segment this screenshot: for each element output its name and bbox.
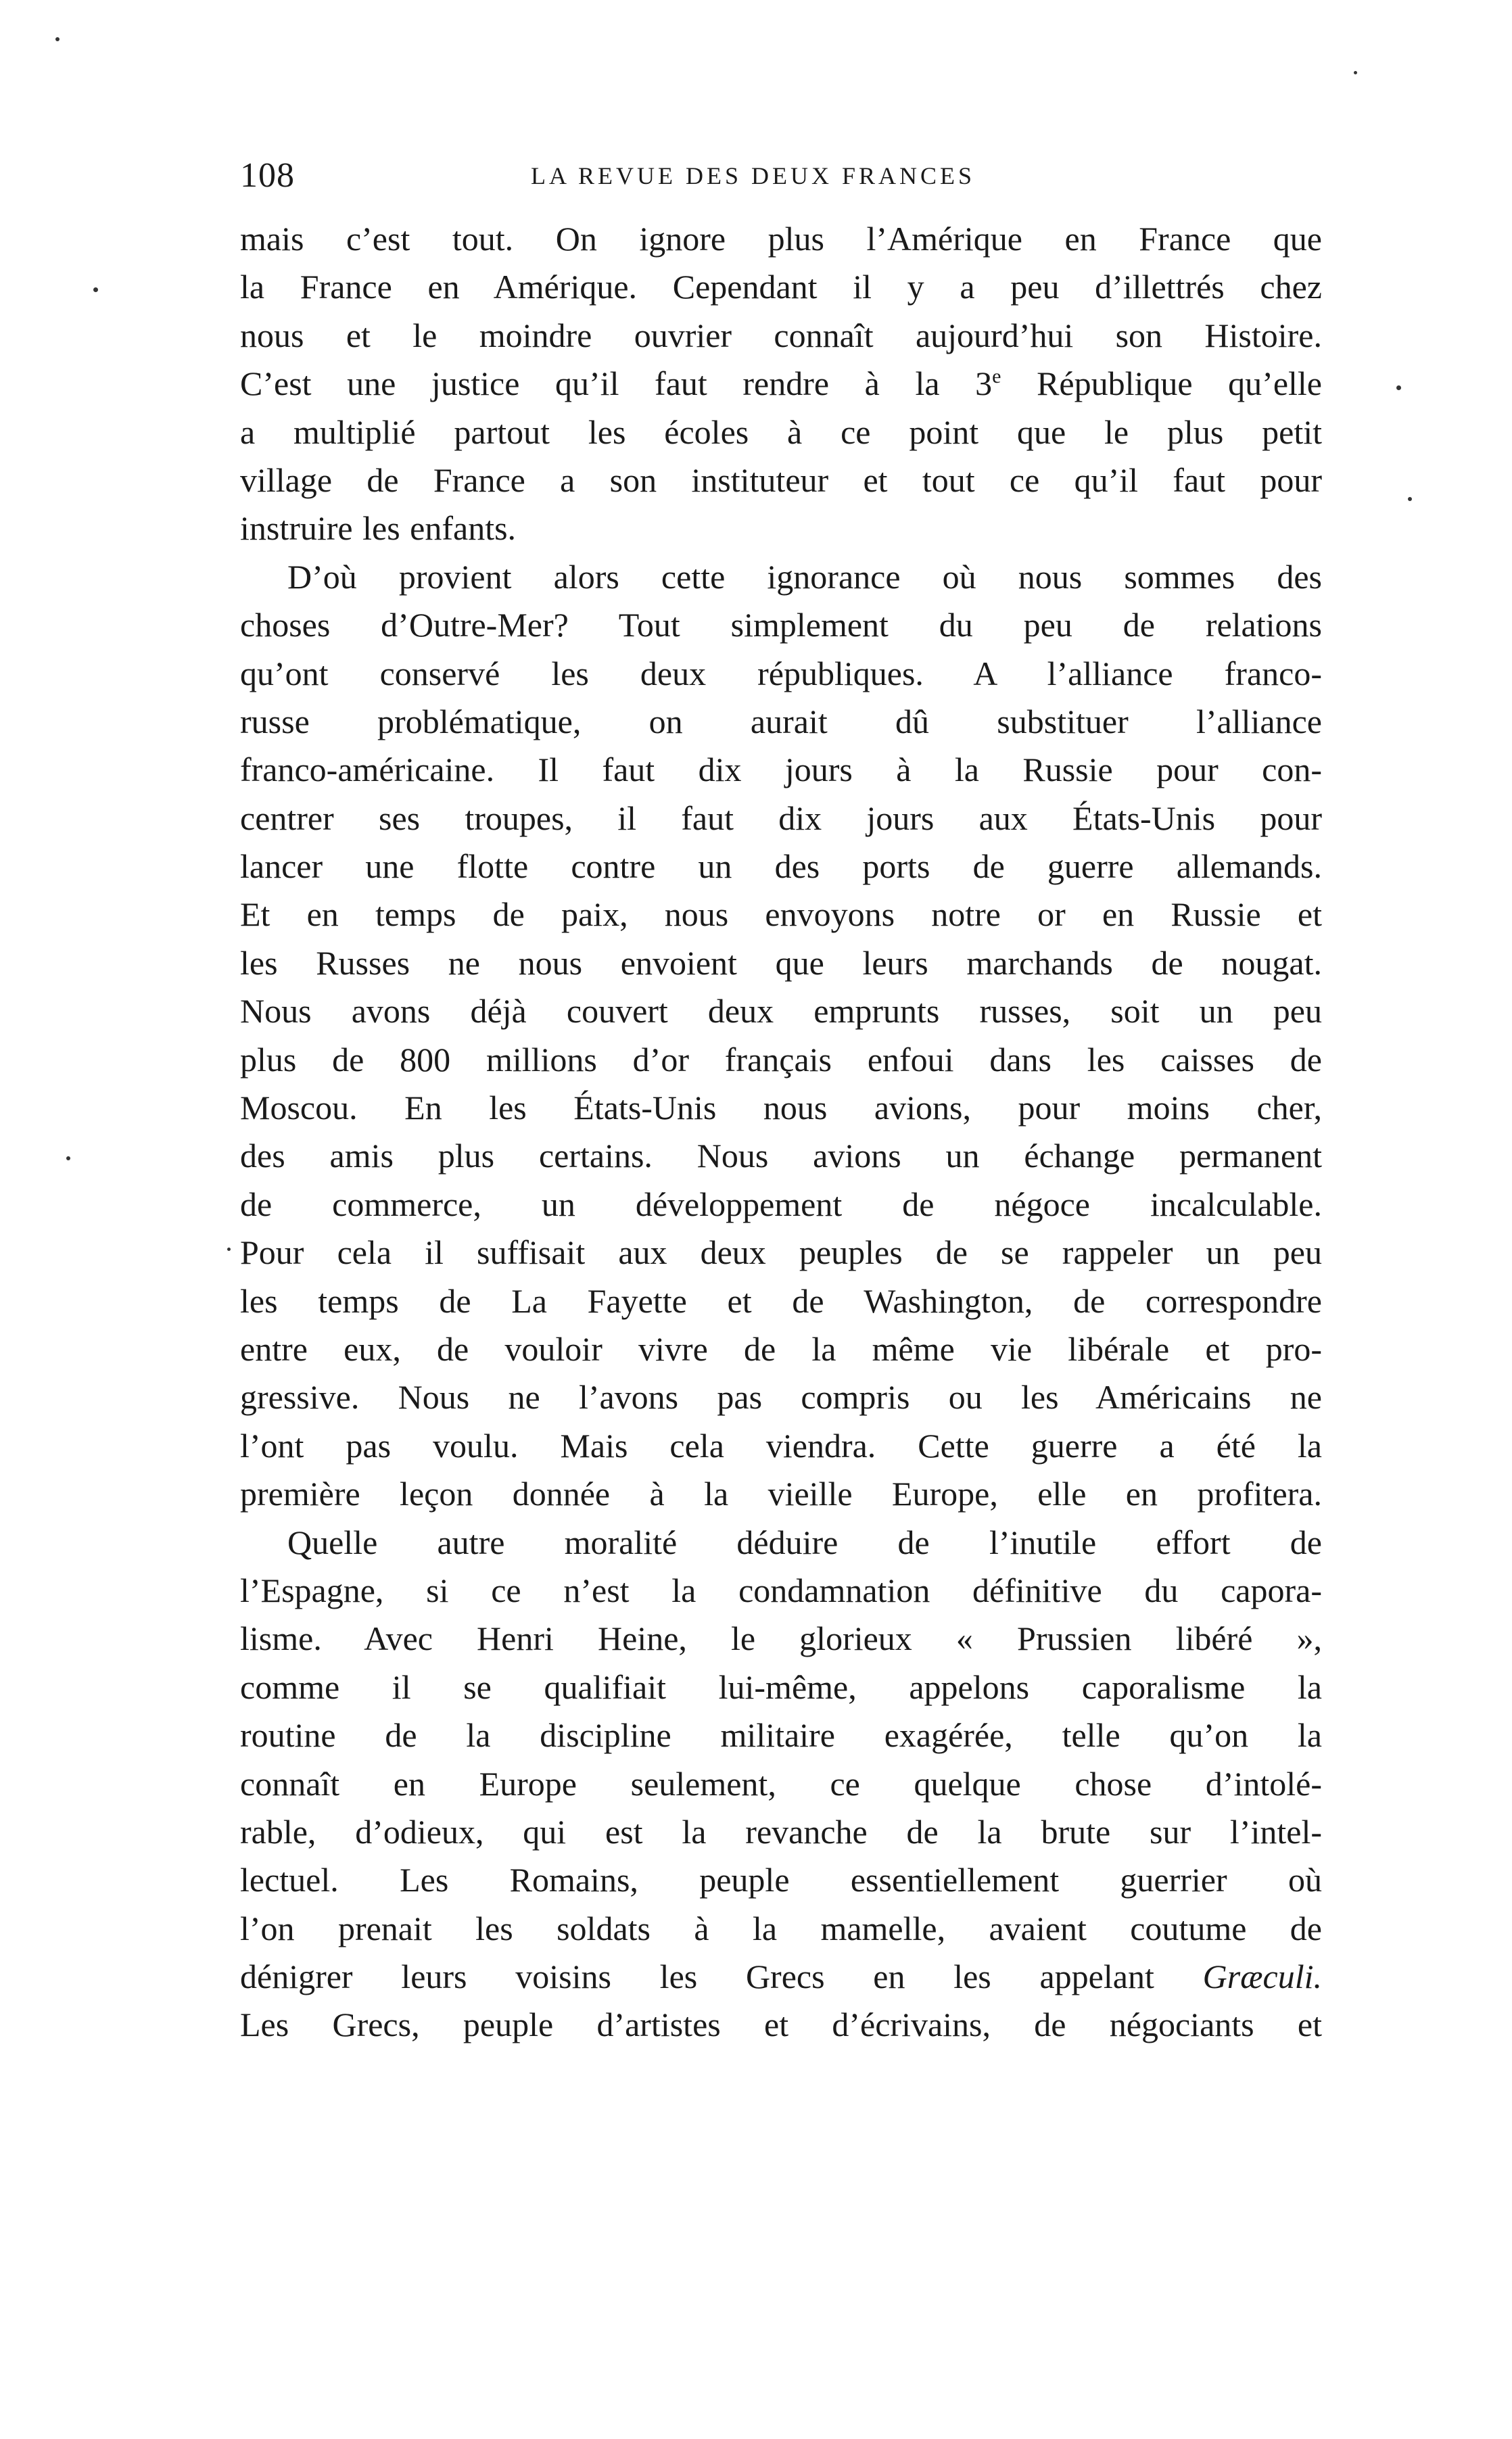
text-line: lectuel. Les Romains, peuple essentiellement guerrier où — [240, 1861, 1322, 1899]
text-line: l’Espagne, si ce n’est la condamnation définitive du capora- — [240, 1571, 1322, 1609]
scan-speck — [66, 1156, 70, 1160]
text-line: a multiplié partout les écoles à ce point que le plus petit — [240, 412, 1322, 451]
text-line: nous et le moindre ouvrier connaît aujourd’hui son Histoire. — [240, 316, 1322, 354]
text-line: lancer une flotte contre un des ports de guerre allemands. — [240, 847, 1322, 886]
text-line: gressive. Nous ne l’avons pas compris ou les Américains ne — [240, 1378, 1322, 1417]
text-line: comme il se qualifiait lui-même, appelons caporalisme la — [240, 1667, 1322, 1706]
text-line: rable, d’odieux, qui est la revanche de la brute sur l’intel- — [240, 1812, 1322, 1851]
text-line: choses d’Outre-Mer? Tout simplement du peu de relations — [240, 606, 1322, 644]
scan-speck — [93, 287, 98, 292]
text-line: Pour cela il suffisait aux deux peuples de se rappeler un peu — [240, 1233, 1322, 1272]
page-header — [240, 152, 1322, 199]
text-line — [240, 360, 1322, 408]
text-line: l’on prenait les soldats à la mamelle, avaient coutume de — [240, 1909, 1322, 1947]
text-line: les Russes ne nous envoient que leurs marchands de nougat. — [240, 943, 1322, 982]
scan-speck — [1396, 385, 1401, 390]
text-line: centrer ses troupes, il faut dix jours aux États-Unis pour — [240, 799, 1322, 837]
text-line: mais c’est tout. On ignore plus l’Amérique en France que — [240, 220, 1322, 258]
text-line: Nous avons déjà couvert deux emprunts russes, soit un peu — [240, 992, 1322, 1031]
text-line: instruire les enfants. — [240, 509, 517, 548]
text-line: Les Grecs, peuple d’artistes et d’écrivains, de négociants et — [240, 2006, 1322, 2044]
text-line: plus de 800 millions d’or français enfoui dans les caisses de — [240, 1040, 1322, 1079]
text-line: connaît en Europe seulement, ce quelque chose d’intolé- — [240, 1764, 1322, 1803]
text-segment: dénigrer leurs voisins les Grecs en les appelant — [240, 1958, 1203, 1996]
text-line: Moscou. En les États-Unis nous avions, pour moins cher, — [240, 1089, 1322, 1127]
scan-speck — [55, 37, 60, 41]
body-text — [240, 215, 1322, 2050]
text-line: qu’ont conservé les deux républiques. A l’alliance franco- — [240, 654, 1322, 692]
scan-speck — [227, 1248, 231, 1251]
text-line: russe problématique, on aurait dû substituer l’alliance — [240, 702, 1322, 740]
italic-word: Græculi. — [1202, 1958, 1322, 1996]
text-line: village de France a son instituteur et tout ce qu’il faut pour — [240, 460, 1322, 499]
text-line: les temps de La Fayette et de Washington, de correspondre — [240, 1281, 1322, 1320]
text-line: la France en Amérique. Cependant il y a peu d’illettrés chez — [240, 268, 1322, 306]
text-line — [240, 1953, 1322, 2001]
scan-speck — [1408, 497, 1412, 501]
text-line: des amis plus certains. Nous avions un échange permanent — [240, 1137, 1322, 1175]
text-line: première leçon donnée à la vieille Europe, elle en profitera. — [240, 1475, 1322, 1513]
scan-speck — [1354, 71, 1357, 74]
text-line: Et en temps de paix, nous envoyons notre or en Russie et — [240, 895, 1322, 934]
text-segment: C’est une justice qu’il faut rendre à la 3 — [240, 364, 993, 403]
paragraph-start-line: D’où provient alors cette ignorance où nous sommes des — [287, 557, 1322, 596]
text-line: l’ont pas voulu. Mais cela viendra. Cette guerre a été la — [240, 1426, 1322, 1465]
running-title: LA REVUE DES DEUX FRANCES — [531, 162, 976, 189]
text-line: franco-américaine. Il faut dix jours à la Russie pour con- — [240, 751, 1322, 789]
paragraph-start-line: Quelle autre moralité déduire de l’inutile effort de — [287, 1523, 1322, 1561]
ordinal-superscript: e — [992, 365, 1001, 388]
text-line: routine de la discipline militaire exagérée, telle qu’on la — [240, 1716, 1322, 1755]
text-line: de commerce, un développement de négoce incalculable. — [240, 1185, 1322, 1223]
page-number: 108 — [240, 156, 295, 195]
text-line: entre eux, de vouloir vivre de la même vie libérale et pro- — [240, 1329, 1322, 1368]
text-segment: République qu’elle — [1001, 364, 1322, 403]
text-line: lisme. Avec Henri Heine, le glorieux « Prussien libéré », — [240, 1619, 1322, 1658]
